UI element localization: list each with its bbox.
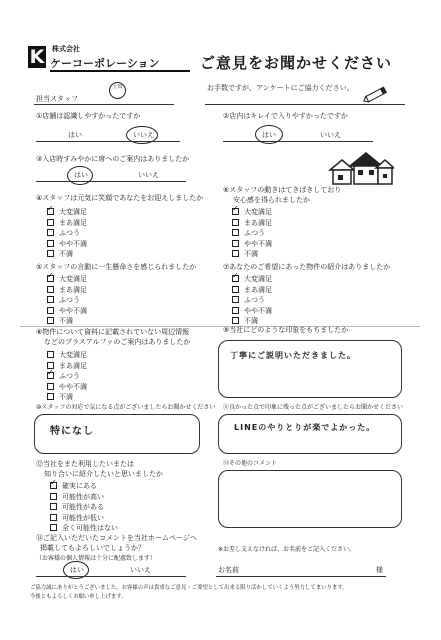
q4-options	[47, 207, 87, 260]
name-label: お名前	[218, 566, 239, 574]
q4-checkbox-checked[interactable]	[47, 208, 54, 215]
company-small: 株式会社	[52, 45, 80, 53]
q4-checkbox[interactable]	[47, 219, 54, 226]
q5-checkbox[interactable]	[47, 296, 54, 303]
q11-answer-box[interactable]	[218, 414, 402, 454]
q8-option[interactable]: ✓ふつう	[47, 371, 87, 382]
q2-no: いいえ	[320, 131, 341, 139]
q5-checkbox[interactable]	[47, 317, 54, 324]
staff-name: 土田	[112, 84, 123, 90]
q6-option[interactable]: まあ満足	[232, 218, 272, 229]
q7-text: ⑦あなたのご希望にあった物件の紹介はありましたか	[223, 263, 391, 271]
q4-checkbox[interactable]	[47, 229, 54, 236]
q1-no: いいえ	[133, 131, 154, 139]
q7-option[interactable]: ✓大変満足	[232, 274, 272, 285]
q7-checkbox[interactable]	[232, 296, 239, 303]
q5-option[interactable]: ✓大変満足	[47, 274, 87, 285]
q9-text: ⑨当社にどのような印象をもちましたか	[223, 326, 349, 334]
intro-text: お手数ですが、アンケートにご協力ください。	[207, 84, 354, 92]
intro-line	[205, 104, 405, 105]
q14-text-1: ⑭ご記入いただいたコメントを当社ホームページへ	[36, 534, 197, 542]
q8-checkbox[interactable]	[47, 393, 54, 400]
q13-answer-box[interactable]	[218, 470, 402, 528]
q6-option[interactable]: ふつう	[232, 228, 272, 239]
q5-option[interactable]: やや不満	[47, 306, 87, 317]
q4-text: ④スタッフは元気に笑顔であなたをお迎えしましたか	[36, 194, 204, 202]
q7-option[interactable]: 不満	[232, 316, 272, 327]
q8-option[interactable]: 大変満足	[47, 350, 87, 361]
q12-text-1: ⑫当社をまた利用したいまたは	[36, 460, 134, 468]
q12-option[interactable]: ✓確実にある	[50, 481, 118, 492]
q6-checkbox[interactable]	[232, 240, 239, 247]
q6-option[interactable]: 不満	[232, 249, 272, 260]
q1-text: ①店舗は認識しやすかったですか	[36, 112, 141, 120]
q5-checkbox-checked[interactable]	[47, 275, 54, 282]
q11-text: ⑪良かった点で印象に残った点がございましたらお聞かせください	[223, 404, 404, 411]
q8-option[interactable]: 不満	[47, 392, 87, 403]
q12-checkbox[interactable]	[50, 514, 57, 521]
staff-stamp	[109, 82, 126, 99]
q12-option[interactable]: 可能性が低い	[50, 513, 118, 524]
logo-underline	[50, 70, 190, 72]
q8-text-1: ⑧物件について資料に記載されていない周辺情報	[36, 328, 190, 336]
q3-no: いいえ	[138, 171, 159, 179]
q9-answer: 丁寧にご説明いただきました。	[230, 351, 356, 360]
houses-illustration	[328, 150, 394, 186]
q8-option[interactable]: やや不満	[47, 382, 87, 393]
q11-answer: LINEのやりとりが楽でよかった。	[234, 423, 376, 432]
q8-option[interactable]: まあ満足	[47, 361, 87, 372]
q5-option[interactable]: まあ満足	[47, 285, 87, 296]
q10-answer: 特になし	[50, 426, 94, 437]
page-title: ご意見をお聞かせください	[200, 54, 393, 72]
q8-checkbox[interactable]	[47, 351, 54, 358]
staff-line	[34, 104, 174, 105]
q2-yes: はい	[262, 131, 276, 139]
q2-line	[223, 141, 373, 142]
q7-checkbox[interactable]	[232, 317, 239, 324]
q4-option[interactable]: やや不満	[47, 239, 87, 250]
q14-line	[36, 576, 186, 577]
q3-selected-mark	[67, 166, 93, 185]
q4-option[interactable]: ✓大変満足	[47, 207, 87, 218]
q14-no: いいえ	[130, 566, 151, 574]
q7-options	[232, 274, 272, 327]
q7-checkbox[interactable]	[232, 286, 239, 293]
q14-yes: はい	[70, 566, 84, 574]
q6-checkbox[interactable]	[232, 219, 239, 226]
q12-checkbox[interactable]	[50, 524, 57, 531]
q1-yes: はい	[68, 131, 82, 139]
q10-text: ⑩スタッフの対応で気になる点がございましたらお聞かせください	[36, 404, 216, 411]
q6-text-1: ⑥スタッフの動きはてきぱきしており	[223, 186, 342, 194]
q8-text-2: などのプラスアルファのご案内はありましたか	[44, 338, 191, 346]
q7-checkbox[interactable]	[232, 307, 239, 314]
logo	[28, 46, 46, 68]
q7-option[interactable]: まあ満足	[232, 285, 272, 296]
staff-label: 担当スタッフ	[36, 95, 78, 103]
q8-checkbox-checked[interactable]	[47, 372, 54, 379]
q7-checkbox-checked[interactable]	[232, 275, 239, 282]
fold-line	[20, 326, 420, 327]
q12-checkbox[interactable]	[50, 503, 57, 510]
q5-option[interactable]: 不満	[47, 316, 87, 327]
logo-letter: K	[29, 46, 45, 68]
q12-text-2: 知り合いに紹介したいと思いましたか	[44, 470, 163, 478]
q5-option[interactable]: ふつう	[47, 295, 87, 306]
q12-checkbox-checked[interactable]	[50, 482, 57, 489]
q12-options	[50, 481, 118, 534]
q8-checkbox[interactable]	[47, 383, 54, 390]
q6-checkbox[interactable]	[232, 250, 239, 257]
footer-line-2: 今後ともよろしくお願い申し上げます。	[30, 594, 127, 600]
q6-checkbox-checked[interactable]	[232, 208, 239, 215]
q5-checkbox[interactable]	[47, 307, 54, 314]
name-field[interactable]	[216, 576, 386, 577]
q9-answer-box[interactable]	[218, 340, 402, 398]
q7-option[interactable]: やや不満	[232, 306, 272, 317]
q12-option[interactable]: 全く可能性はない	[50, 523, 118, 534]
footer-line-1: ご協力誠にありがとうございました。お客様の声は貴重なご意見・ご要望として出来る限り活かしていくよう努力してまいります。	[30, 585, 348, 591]
sama-label: 様	[376, 566, 383, 574]
q4-checkbox[interactable]	[47, 250, 54, 257]
q7-option[interactable]: ふつう	[232, 295, 272, 306]
q5-text: ⑤スタッフの言動に一生懸命さを感じられましたか	[36, 263, 197, 271]
q6-text-2: 安心感を得られましたか	[233, 196, 310, 204]
q3-text: ③入店時すみやかに席へのご案内はありましたか	[36, 155, 190, 163]
company-name: ケーコーポレーション	[50, 57, 160, 70]
q12-option[interactable]: 可能性がある	[50, 502, 118, 513]
q4-option[interactable]: ふつう	[47, 228, 87, 239]
q13-text: ⑬その他のコメント	[223, 460, 278, 467]
q6-options	[232, 207, 272, 260]
q14-text-3: （お客様の個人情報は十分に配慮致します）	[36, 555, 157, 562]
q6-option[interactable]: やや不満	[232, 239, 272, 250]
q4-checkbox[interactable]	[47, 240, 54, 247]
q4-option[interactable]: 不満	[47, 249, 87, 260]
q3-yes: はい	[74, 171, 88, 179]
q14-text-2: 掲載してもよろしいでしょうか？	[40, 544, 145, 552]
q5-checkbox[interactable]	[47, 286, 54, 293]
pencil-icon	[362, 84, 392, 104]
q2-text: ②店内はキレイで入りやすかったですか	[223, 112, 348, 120]
q4-option[interactable]: まあ満足	[47, 218, 87, 229]
q6-option[interactable]: ✓大変満足	[232, 207, 272, 218]
name-note: ※お差し支えなければ、お名前をご記入ください。	[218, 546, 356, 553]
q12-option[interactable]: 可能性が高い	[50, 492, 118, 503]
q3-line	[36, 181, 186, 182]
q5-options	[47, 274, 87, 327]
q6-checkbox[interactable]	[232, 229, 239, 236]
q12-checkbox[interactable]	[50, 493, 57, 500]
q8-options	[47, 350, 87, 403]
q1-line	[36, 141, 180, 142]
